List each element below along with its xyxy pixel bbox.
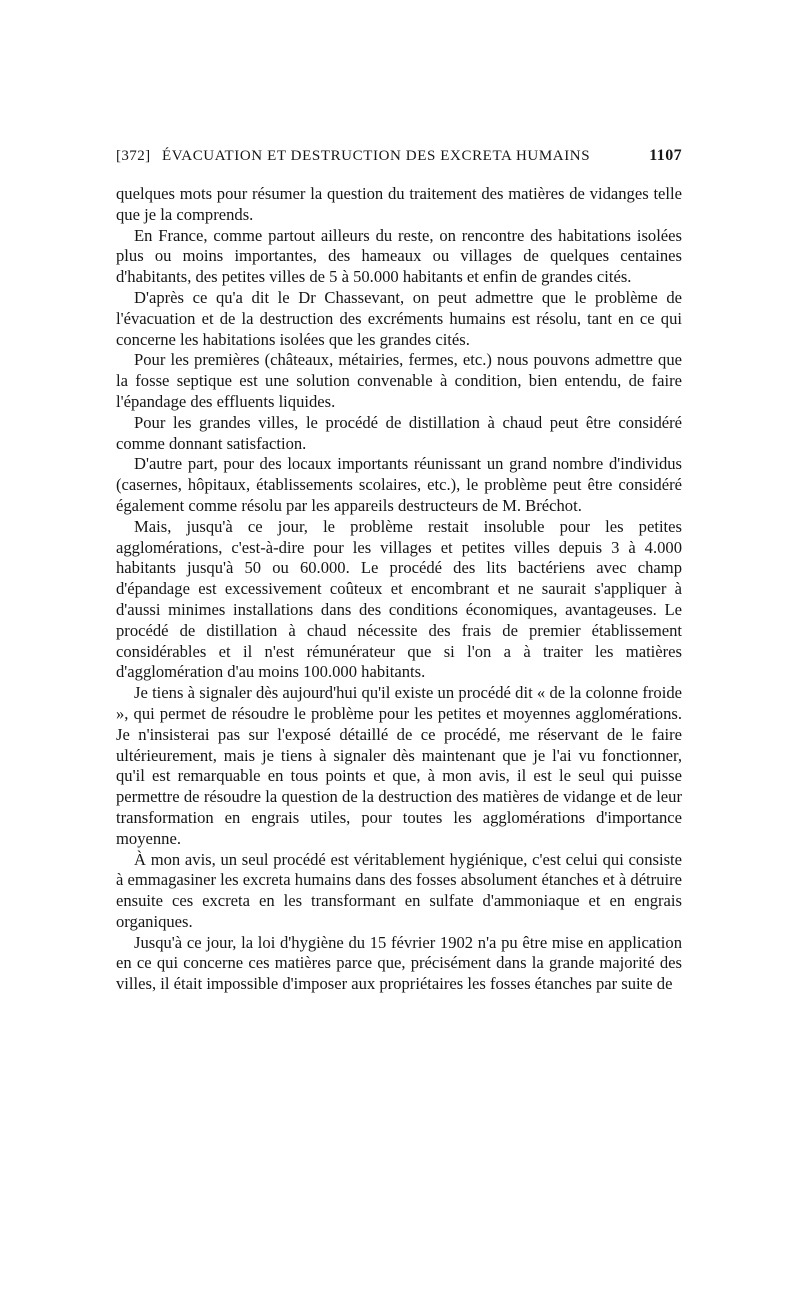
paragraph: Jusqu'à ce jour, la loi d'hygiène du 15 février 1902 n'a pu être mise en application en ce qui concerne ces matières parce que, précisément dans la grande majorité des villes, il était impossible d'imposer aux propriétaires les fosses étanches par suite de xyxy=(116,932,682,994)
paragraph: En France, comme partout ailleurs du reste, on rencontre des habitations isolées plus ou moins importantes, des hameaux ou villages de quelques centaines d'habitants, des petites villes de 5 à 50.000 habitants et enfin de grandes cités. xyxy=(116,225,682,287)
paragraph: D'après ce qu'a dit le Dr Chassevant, on peut admettre que le problème de l'évacuation et de la destruction des excréments humains est résolu, tant en ce qui concerne les habitations isolées que les grandes cités. xyxy=(116,287,682,349)
body-text xyxy=(116,184,682,995)
paragraph-continuation: quelques mots pour résumer la question du traitement des matières de vidanges telle que je la comprends. xyxy=(116,184,682,224)
paragraph: À mon avis, un seul procédé est véritablement hygiénique, c'est celui qui consiste à emmagasiner les excreta humains dans des fosses absolument étanches et à détruire ensuite ces excreta en les transformant en sulfate d'ammoniaque et en engrais organiques. xyxy=(116,849,682,931)
running-header xyxy=(116,146,682,170)
paragraph: Pour les grandes villes, le procédé de distillation à chaud peut être considéré comme donnant satisfaction. xyxy=(116,412,682,453)
paragraph: Mais, jusqu'à ce jour, le problème restait insoluble pour les petites agglomérations, c'est-à-dire pour les villages et petites villes depuis 3 à 4.000 habitants jusqu'à 50 ou 60.000. Le procédé des lits bactériens avec champ d'épandage est excessivement coûteux et encombrant et ne saurait s'appliquer à d'aussi minimes installations dans des conditions économiques, avantageuses. Le procédé de distillation à chaud nécessite des frais de premier établissement considérables et il n'est rémunérateur que si l'on a à traiter les matières d'agglomération d'au moins 100.000 habitants. xyxy=(116,516,682,682)
paragraph: D'autre part, pour des locaux importants réunissant un grand nombre d'individus (casernes, hôpitaux, établissements scolaires, etc.), le problème peut être considéré également comme résolu par les appareils destructeurs de M. Bréchot. xyxy=(116,454,682,515)
paragraph: Je tiens à signaler dès aujourd'hui qu'il existe un procédé dit « de la colonne froide », qui permet de résoudre le problème pour les petites et moyennes agglomérations. Je n'insisterai pas sur l'exposé détaillé de ce procédé, me réservant de le faire ultérieurement, mais je tiens à signaler dès maintenant que je l'ai vu fonctionner, qu'il est remarquable en tous points et que, à mon avis, il est le seul qui puisse permettre de résoudre la question de la destruction des matières de vidange et de leur transformation en engrais utiles, pour toutes les agglomérations d'importance moyenne. xyxy=(116,683,682,848)
running-title: ÉVACUATION ET DESTRUCTION DES EXCRETA HUMAINS xyxy=(162,148,591,164)
page-number: 1107 xyxy=(649,147,682,164)
page-reference: [372] xyxy=(116,148,151,164)
paragraph: Pour les premières (châteaux, métairies, fermes, etc.) nous pouvons admettre que la fosse septique est une solution convenable à condition, bien entendu, de faire l'épandage des effluents liquides. xyxy=(116,350,682,411)
